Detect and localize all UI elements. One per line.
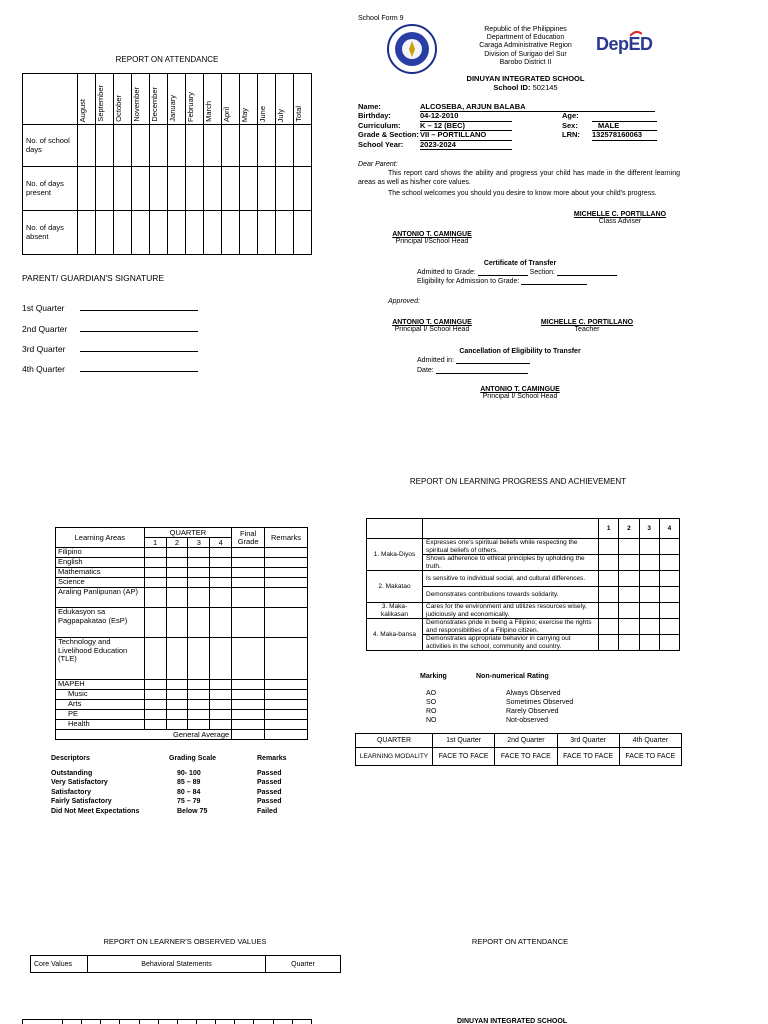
value-rating-cell[interactable] <box>599 587 619 603</box>
attendance-cell[interactable] <box>240 125 258 167</box>
subject-name: Mathematics <box>56 568 145 578</box>
subject-row <box>56 700 308 710</box>
month-header: January <box>168 95 177 122</box>
student-info: Name: ALCOSEBA, ARJUN BALABA Birthday: 04-12-2010 Age: Curriculum: K – 12 (BEC) Sex: MALE Grade & Section: VII – PORTILLANO LRN: 132578160063 School Year: 2023-2024 <box>358 103 688 150</box>
signature-title: PARENT/ GUARDIAN'S SIGNATURE <box>22 273 165 283</box>
attendance-cell[interactable] <box>292 1020 311 1024</box>
grade-cell[interactable] <box>232 700 265 710</box>
grade-cell[interactable] <box>144 608 166 638</box>
value-rating-cell[interactable] <box>619 619 639 635</box>
attendance-cell[interactable] <box>114 211 132 255</box>
attendance-row-label: No. of days absent <box>23 211 78 255</box>
month-header: August <box>78 98 87 122</box>
certificate-title: Certificate of Transfer <box>483 260 557 267</box>
behavioral-statement: Demonstrates contributions towards solidarity. <box>423 587 599 603</box>
behavioral-statement: Demonstrates pride in being a Filipino; exercise the rights and responsibilities of a Filipino citizen. <box>423 619 599 635</box>
attendance-cell[interactable] <box>258 125 276 167</box>
behavioral-statement: Cares for the environment and utilizes resources wisely, judiciously and economically. <box>423 603 599 619</box>
subject-name: English <box>56 558 145 568</box>
header-learning-areas: Learning Areas <box>56 528 145 548</box>
grade-cell[interactable] <box>265 608 308 638</box>
attendance-cell[interactable] <box>114 167 132 211</box>
grade-cell[interactable] <box>265 548 308 558</box>
values-quarter-number: 2 <box>619 519 639 539</box>
grade-cell[interactable] <box>144 720 166 730</box>
date-line: Date: <box>417 367 528 374</box>
subject-name: Science <box>56 578 145 588</box>
modality-value: FACE TO FACE <box>557 748 619 766</box>
subject-row <box>56 578 308 588</box>
value-rating-cell[interactable] <box>599 555 619 571</box>
dear-parent: Dear Parent: <box>358 161 398 168</box>
quarter-number: 3 <box>188 538 210 548</box>
grade-cell[interactable] <box>188 720 210 730</box>
general-average-label: General Average <box>144 730 232 740</box>
grade-cell[interactable] <box>265 638 308 680</box>
scale-row: Very Satisfactory 85 – 89 Passed <box>51 779 282 787</box>
header-line: Caraga Administrative Region <box>479 42 572 50</box>
attendance-cell[interactable] <box>276 167 294 211</box>
letter-paragraph-2: The school welcomes you should you desire to know more about your child's progress. <box>388 190 657 197</box>
grade-cell[interactable] <box>265 588 308 608</box>
principal-signature-3: ANTONIO T. CAMINGUE Principal I/ School Head <box>480 386 560 400</box>
attendance-cell[interactable] <box>63 1020 82 1024</box>
grade-cell[interactable] <box>210 558 232 568</box>
grade-cell[interactable] <box>210 700 232 710</box>
value-rating-cell[interactable] <box>599 635 619 651</box>
attendance-title: REPORT ON ATTENDANCE <box>115 55 219 64</box>
value-rating-cell[interactable] <box>619 571 639 587</box>
grade-cell[interactable] <box>210 548 232 558</box>
adviser-signature: MICHELLE C. PORTILLANO Class Adviser <box>573 211 667 225</box>
month-header: June <box>258 105 267 122</box>
month-header: April <box>222 106 231 122</box>
scale-row: Outstanding 90- 100 Passed <box>51 769 282 777</box>
grade-cell[interactable] <box>232 558 265 568</box>
grade-cell[interactable] <box>232 548 265 558</box>
learning-progress-title: REPORT ON LEARNING PROGRESS AND ACHIEVEMENT <box>409 477 627 486</box>
subject-name: Health <box>56 720 145 730</box>
quarter-header: Quarter <box>266 956 341 973</box>
subject-row <box>56 680 308 690</box>
modality-value: FACE TO FACE <box>433 748 495 766</box>
value-rating-cell[interactable] <box>619 555 639 571</box>
grade-cell[interactable] <box>210 680 232 690</box>
attendance-cell[interactable] <box>101 1020 120 1024</box>
value-rating-cell[interactable] <box>639 635 659 651</box>
form-label: School Form 9 <box>358 15 404 22</box>
admitted-in-line: Admitted in: <box>417 357 530 364</box>
value-rating-cell[interactable] <box>599 603 619 619</box>
header-line: Department of Education <box>486 34 565 42</box>
scale-row: Satisfactory 80 – 84 Passed <box>51 788 282 796</box>
subject-row <box>56 710 308 720</box>
subject-name: Technology and Livelihood Education (TLE) <box>56 638 145 680</box>
behavioral-statements-header: Behavioral Statements <box>88 956 266 973</box>
attendance-cell[interactable] <box>294 125 312 167</box>
deped-swoosh-icon <box>630 30 642 36</box>
value-rating-cell[interactable] <box>639 555 659 571</box>
grade-cell[interactable] <box>232 578 265 588</box>
general-average-cell[interactable] <box>232 730 265 740</box>
value-rating-cell[interactable] <box>619 539 639 555</box>
marking-row: AO Always Observed <box>426 690 561 697</box>
attendance-cell[interactable] <box>132 125 150 167</box>
attendance-cell[interactable] <box>240 167 258 211</box>
attendance-cell[interactable] <box>204 167 222 211</box>
modality-value: FACE TO FACE <box>619 748 681 766</box>
value-rating-cell[interactable] <box>599 571 619 587</box>
grade-cell[interactable] <box>188 558 210 568</box>
attendance-cell[interactable] <box>78 125 96 167</box>
attendance-cell[interactable] <box>168 125 186 167</box>
grade-cell[interactable] <box>144 568 166 578</box>
core-values-table <box>366 518 680 651</box>
grade-cell[interactable] <box>232 588 265 608</box>
behavioral-statement: Shows adherence to ethical principles by upholding the truth. <box>423 555 599 571</box>
value-rating-cell[interactable] <box>599 619 619 635</box>
grade-cell[interactable] <box>188 700 210 710</box>
signature-line[interactable] <box>80 351 198 352</box>
signature-row: 4th Quarter <box>22 354 202 374</box>
marking-row: NO Not-observed <box>426 717 549 724</box>
behavioral-statement: Demonstrates appropriate behavior in carrying out activities in the school, community and country. <box>423 635 599 651</box>
grades-table <box>55 527 308 740</box>
marking-row: SO Sometimes Observed <box>426 699 574 706</box>
core-value-name: 2. Makatao <box>367 571 423 603</box>
subject-row <box>56 638 308 680</box>
scale-row: Did Not Meet Expectations Below 75 Failed <box>51 807 278 815</box>
attendance-cell[interactable] <box>186 211 204 255</box>
approved-label: Approved: <box>388 298 420 305</box>
grade-cell[interactable] <box>210 638 232 680</box>
attendance-cell[interactable] <box>258 167 276 211</box>
grade-cell[interactable] <box>144 558 166 568</box>
attendance-cell[interactable] <box>235 1020 254 1024</box>
grade-cell[interactable] <box>144 548 166 558</box>
principal-signature-2: ANTONIO T. CAMINGUE Principal I/ School Head <box>392 319 472 333</box>
header-line: Division of Surigao del Sur <box>484 50 567 58</box>
deped-logo: DepED <box>596 34 653 54</box>
attendance-cell[interactable] <box>168 211 186 255</box>
marking-row: RO Rarely Observed <box>426 708 559 715</box>
value-rating-cell[interactable] <box>659 555 679 571</box>
marking-legend: Marking Non-numerical Rating AO Always Observed SO Sometimes Observed RO Rarely Observed NO Not-observed <box>418 672 618 725</box>
subject-row <box>56 588 308 608</box>
modality-label: LEARNING MODALITY <box>356 748 433 766</box>
grade-cell[interactable] <box>188 680 210 690</box>
principal-signature: ANTONIO T. CAMINGUE Principal I/School Head <box>392 231 472 245</box>
grade-cell[interactable] <box>232 638 265 680</box>
attendance-cell[interactable] <box>150 125 168 167</box>
quarter-number: 1 <box>144 538 166 548</box>
grade-cell[interactable] <box>232 710 265 720</box>
modality-quarter: 1st Quarter <box>433 734 495 748</box>
grade-cell[interactable] <box>210 608 232 638</box>
behavioral-statement: Expresses one's spiritual beliefs while respecting the spiritual beliefs of others. <box>423 539 599 555</box>
header-line: Barobo District II <box>499 58 552 66</box>
grade-cell[interactable] <box>232 568 265 578</box>
signature-lines <box>22 293 202 374</box>
eligibility-line: Eligibility for Admission to Grade: <box>417 278 587 285</box>
value-rating-cell[interactable] <box>659 587 679 603</box>
subject-name: MAPEH <box>56 680 145 690</box>
attendance-cell[interactable] <box>196 1020 215 1024</box>
quarter-number: 2 <box>166 538 188 548</box>
grading-scale: Descriptors Grading Scale Remarks Outstanding 90- 100 Passed Very Satisfactory 85 – 89 Passed Satisfactory 80 – 84 Passed Fairly Satisfactory 75 – 79 Passed Did Not Meet Expectations Below 75 Failed <box>51 754 311 817</box>
attendance-cell[interactable] <box>276 125 294 167</box>
month-header: February <box>186 91 195 122</box>
attendance-row-label: No. of days present <box>23 167 78 211</box>
grade-cell[interactable] <box>188 548 210 558</box>
subject-name: PE <box>56 710 145 720</box>
behavioral-statement: Is sensitive to individual social, and cultural differences. <box>423 571 599 587</box>
attendance-title-2: REPORT ON ATTENDANCE <box>471 937 569 946</box>
month-header: November <box>132 87 141 122</box>
header-remarks: Remarks <box>265 528 308 548</box>
subject-row <box>56 690 308 700</box>
attendance-table-2 <box>22 1019 312 1024</box>
month-header: July <box>276 108 285 122</box>
admitted-grade-line: Admitted to Grade: Section: <box>417 269 617 276</box>
grade-cell[interactable] <box>265 720 308 730</box>
signature-line[interactable] <box>80 331 198 332</box>
learning-modality-table <box>355 733 682 766</box>
attendance-cell[interactable] <box>222 211 240 255</box>
attendance-cell[interactable] <box>254 1020 273 1024</box>
value-rating-cell[interactable] <box>619 635 639 651</box>
signature-row: 3rd Quarter <box>22 334 202 354</box>
grade-cell[interactable] <box>232 608 265 638</box>
grade-cell[interactable] <box>265 690 308 700</box>
subject-row <box>56 720 308 730</box>
attendance-cell[interactable] <box>139 1020 158 1024</box>
attendance-cell[interactable] <box>204 211 222 255</box>
grade-cell[interactable] <box>166 588 188 608</box>
grade-cell[interactable] <box>265 680 308 690</box>
attendance-cell[interactable] <box>96 211 114 255</box>
grade-cell[interactable] <box>188 608 210 638</box>
core-values-header: Core Values <box>31 956 88 973</box>
value-rating-cell[interactable] <box>659 603 679 619</box>
signature-line[interactable] <box>80 371 198 372</box>
attendance-cell[interactable] <box>276 211 294 255</box>
attendance-cell[interactable] <box>222 167 240 211</box>
attendance-cell[interactable] <box>150 211 168 255</box>
school-id-line: School ID: 502145 <box>493 83 558 92</box>
scale-row: Fairly Satisfactory 75 – 79 Passed <box>51 798 282 806</box>
attendance-cell[interactable] <box>294 167 312 211</box>
teacher-signature: MICHELLE C. PORTILLANO Teacher <box>540 319 634 333</box>
value-rating-cell[interactable] <box>639 539 659 555</box>
value-rating-cell[interactable] <box>659 539 679 555</box>
values-quarter-number: 3 <box>639 519 659 539</box>
grade-cell[interactable] <box>144 710 166 720</box>
grade-cell[interactable] <box>265 710 308 720</box>
core-value-name: 4. Maka-bansa <box>367 619 423 651</box>
values-quarter-number: 4 <box>659 519 679 539</box>
month-header: October <box>114 95 123 122</box>
grade-cell[interactable] <box>166 578 188 588</box>
grade-cell[interactable] <box>144 690 166 700</box>
attendance-row-label: No. of school days <box>23 125 78 167</box>
grade-cell[interactable] <box>188 588 210 608</box>
modality-quarter: 3rd Quarter <box>557 734 619 748</box>
attendance-cell[interactable] <box>132 211 150 255</box>
month-header: March <box>204 101 213 122</box>
grade-cell[interactable] <box>166 690 188 700</box>
grade-cell[interactable] <box>166 608 188 638</box>
attendance-cell[interactable] <box>204 125 222 167</box>
subject-name: Music <box>56 690 145 700</box>
grade-cell[interactable] <box>144 680 166 690</box>
attendance-cell[interactable] <box>158 1020 177 1024</box>
value-rating-cell[interactable] <box>639 619 659 635</box>
attendance-cell[interactable] <box>222 125 240 167</box>
values-quarter-number: 1 <box>599 519 619 539</box>
attendance-cell[interactable] <box>216 1020 235 1024</box>
letter-paragraph-1: This report card shows the ability and progress your child has made in the different learning areas as well as his/her core values. <box>358 170 680 186</box>
attendance-cell[interactable] <box>82 1020 101 1024</box>
grade-cell[interactable] <box>166 568 188 578</box>
grade-cell[interactable] <box>166 720 188 730</box>
attendance-cell[interactable] <box>186 125 204 167</box>
grade-cell[interactable] <box>232 690 265 700</box>
attendance-cell[interactable] <box>96 167 114 211</box>
grade-cell[interactable] <box>210 578 232 588</box>
attendance-cell[interactable] <box>132 167 150 211</box>
grade-cell[interactable] <box>144 700 166 710</box>
modality-quarter: 4th Quarter <box>619 734 681 748</box>
subject-row <box>56 558 308 568</box>
grade-cell[interactable] <box>232 720 265 730</box>
grade-cell[interactable] <box>265 700 308 710</box>
signature-line[interactable] <box>80 310 198 311</box>
grade-cell[interactable] <box>265 558 308 568</box>
grade-cell[interactable] <box>144 588 166 608</box>
attendance-cell[interactable] <box>294 211 312 255</box>
month-header: May <box>240 107 249 122</box>
grade-cell[interactable] <box>166 700 188 710</box>
attendance-cell[interactable] <box>177 1020 196 1024</box>
attendance-cell[interactable] <box>96 125 114 167</box>
attendance-cell[interactable] <box>273 1020 292 1024</box>
value-rating-cell[interactable] <box>659 635 679 651</box>
attendance-cell[interactable] <box>186 167 204 211</box>
grade-cell[interactable] <box>210 720 232 730</box>
header-final-grade: Final Grade <box>232 528 265 548</box>
attendance-cell[interactable] <box>78 167 96 211</box>
month-header: Total <box>294 106 303 122</box>
core-value-name: 1. Maka-Diyos <box>367 539 423 571</box>
month-header: December <box>150 87 159 122</box>
attendance-table <box>22 73 312 255</box>
attendance-cell[interactable] <box>168 167 186 211</box>
grade-cell[interactable] <box>144 578 166 588</box>
grade-cell[interactable] <box>166 710 188 720</box>
grade-cell[interactable] <box>166 558 188 568</box>
school-name: DINUYAN INTEGRATED SCHOOL <box>466 74 585 83</box>
subject-name: Arts <box>56 700 145 710</box>
attendance-cell[interactable] <box>78 211 96 255</box>
header-line: Republic of the Philippines <box>484 26 567 33</box>
grade-cell[interactable] <box>232 680 265 690</box>
modality-value: FACE TO FACE <box>495 748 557 766</box>
value-rating-cell[interactable] <box>599 539 619 555</box>
value-rating-cell[interactable] <box>619 603 639 619</box>
grade-cell[interactable] <box>210 568 232 578</box>
attendance-cell[interactable] <box>240 211 258 255</box>
observed-values-header-table <box>30 955 341 973</box>
grade-cell[interactable] <box>265 578 308 588</box>
signature-row: 2nd Quarter <box>22 313 202 333</box>
attendance-cell[interactable] <box>114 125 132 167</box>
signature-row: 1st Quarter <box>22 293 202 313</box>
grade-cell[interactable] <box>188 710 210 720</box>
grade-cell[interactable] <box>265 568 308 578</box>
modality-quarter-header: QUARTER <box>356 734 433 748</box>
subject-row <box>56 608 308 638</box>
school-name-2: DINUYAN INTEGRATED SCHOOL <box>457 1018 568 1024</box>
grade-cell[interactable] <box>188 690 210 700</box>
grade-cell[interactable] <box>166 680 188 690</box>
value-rating-cell[interactable] <box>639 587 659 603</box>
core-value-name: 3. Maka-kalikasan <box>367 603 423 619</box>
subject-name: Araling Panlipunan (AP) <box>56 588 145 608</box>
grade-cell[interactable] <box>210 690 232 700</box>
value-rating-cell[interactable] <box>639 603 659 619</box>
value-rating-cell[interactable] <box>619 587 639 603</box>
attendance-cell[interactable] <box>150 167 168 211</box>
cancellation-title: Cancellation of Eligibility to Transfer <box>459 348 581 355</box>
subject-name: Filipino <box>56 548 145 558</box>
grade-cell[interactable] <box>144 638 166 680</box>
deped-seal-icon <box>387 24 437 74</box>
grade-cell[interactable] <box>188 638 210 680</box>
subject-name: Edukasyon sa Pagpapakatao (EsP) <box>56 608 145 638</box>
month-header: September <box>96 85 105 122</box>
modality-quarter: 2nd Quarter <box>495 734 557 748</box>
attendance-cell[interactable] <box>120 1020 139 1024</box>
subject-row <box>56 568 308 578</box>
observed-values-title: REPORT ON LEARNER'S OBSERVED VALUES <box>103 937 267 946</box>
grade-cell[interactable] <box>210 710 232 720</box>
grade-cell[interactable] <box>210 588 232 608</box>
value-rating-cell[interactable] <box>659 571 679 587</box>
subject-row <box>56 548 308 558</box>
header-quarter: QUARTER <box>144 528 232 538</box>
quarter-number: 4 <box>210 538 232 548</box>
header-lines <box>448 26 603 67</box>
attendance-cell[interactable] <box>258 211 276 255</box>
grade-cell[interactable] <box>166 638 188 680</box>
value-rating-cell[interactable] <box>659 619 679 635</box>
grade-cell[interactable] <box>188 578 210 588</box>
grade-cell[interactable] <box>188 568 210 578</box>
grade-cell[interactable] <box>166 548 188 558</box>
value-rating-cell[interactable] <box>639 571 659 587</box>
